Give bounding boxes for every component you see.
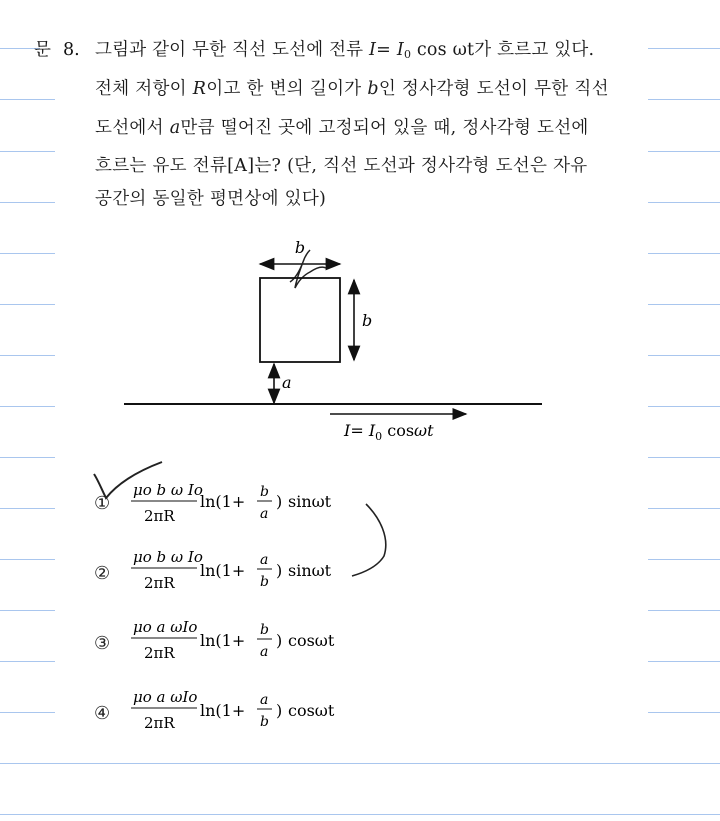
choice-1[interactable]: [94, 481, 332, 525]
log-numerator: b: [260, 622, 269, 638]
choice-2[interactable]: [94, 548, 332, 592]
text-run: =: [376, 40, 397, 60]
text-run: 만큼 떨어진 곳에 고정되어 있을 때, 정사각형 도선에: [180, 118, 589, 138]
choice-marker: ①: [94, 493, 111, 514]
choice-numerator: μo a ωIo: [133, 618, 198, 636]
math-expression: cos ωt: [411, 40, 475, 60]
ruled-line: [0, 814, 720, 815]
text-run: 인 정사각형 도선이 무한 직선: [378, 79, 609, 99]
log-denominator: b: [260, 714, 269, 730]
choice-denominator: 2πR: [144, 644, 175, 662]
choice-denominator: 2πR: [144, 507, 175, 525]
choice-log-prefix: ln(1+: [200, 631, 246, 650]
text-run: 공간의 동일한 평면상에 있다): [95, 189, 327, 209]
choice-4[interactable]: [94, 688, 335, 732]
log-numerator: a: [260, 552, 269, 568]
subscript: 0: [403, 48, 412, 61]
choice-log-suffix: ): [276, 701, 283, 720]
math-symbol: a: [169, 118, 181, 138]
choice-log-prefix: ln(1+: [200, 701, 246, 720]
math-symbol: R: [192, 79, 207, 99]
choice-trig: sinωt: [288, 561, 332, 580]
choice-log-suffix: ): [276, 492, 283, 511]
a-distance-label: a: [282, 373, 292, 392]
ruled-line: [0, 763, 720, 764]
b-height-label: b: [362, 311, 373, 330]
log-numerator: a: [260, 692, 269, 708]
choices: [0, 460, 720, 760]
choice-3[interactable]: [94, 618, 335, 662]
choice-trig: cosωt: [288, 701, 335, 720]
choice-log-suffix: ): [276, 561, 283, 580]
text-run: 흐르는 유도 전류[A]는? (단, 직선 도선과 정사각형 도선은 자유: [95, 156, 588, 176]
math-symbol: I: [396, 40, 404, 60]
math-symbol: I: [369, 40, 377, 60]
choice-trig: sinωt: [288, 492, 332, 511]
choice-denominator: 2πR: [144, 714, 175, 732]
math-symbol: b: [367, 79, 379, 99]
log-denominator: a: [260, 644, 269, 660]
choice-log-prefix: ln(1+: [200, 561, 246, 580]
text-run: 이고 한 변의 길이가: [206, 79, 368, 99]
choice-numerator: μo b ω Io: [133, 548, 203, 566]
choice-log-suffix: ): [276, 631, 283, 650]
bracket-scribble: [352, 504, 386, 576]
choice-log-prefix: ln(1+: [200, 492, 246, 511]
square-loop: [260, 278, 340, 362]
text-run: 도선에서: [95, 118, 170, 138]
choice-marker: ④: [94, 703, 111, 724]
question-label: 문: [34, 40, 51, 60]
log-numerator: b: [260, 484, 269, 500]
choice-marker: ③: [94, 633, 111, 654]
text-run: 전체 저항이: [95, 79, 193, 99]
text-run: 가 흐르고 있다.: [474, 40, 595, 60]
choice-denominator: 2πR: [144, 574, 175, 592]
log-denominator: a: [260, 506, 269, 522]
log-denominator: b: [260, 574, 269, 590]
choice-numerator: μo b ω Io: [133, 481, 203, 499]
text-run: 그림과 같이 무한 직선 도선에 전류: [95, 40, 370, 60]
choice-trig: cosωt: [288, 631, 335, 650]
choice-marker: ②: [94, 563, 111, 584]
choice-numerator: μo a ωIo: [133, 688, 198, 706]
current-label: $I= I_0$ cosωt: [344, 421, 434, 443]
question-number: 8.: [63, 40, 80, 60]
b-width-label: b: [294, 238, 306, 257]
